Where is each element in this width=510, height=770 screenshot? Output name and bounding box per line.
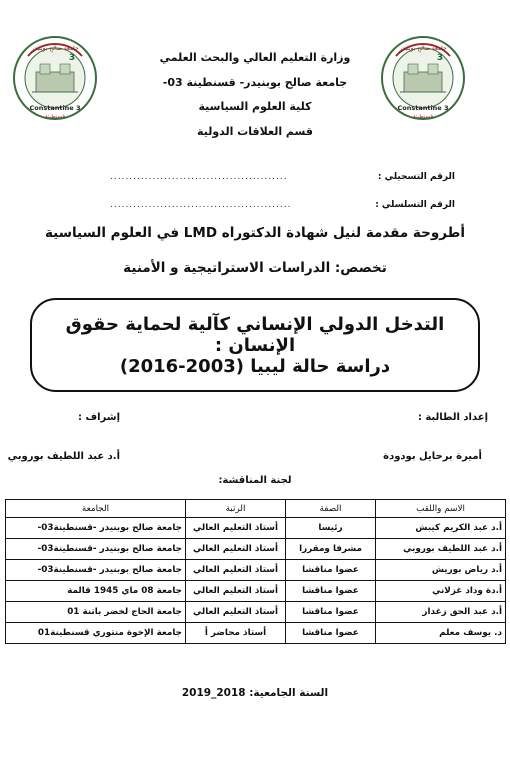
table-row bbox=[6, 539, 506, 560]
supervisor-name: أ.د عبد اللطيف بوروبي bbox=[7, 451, 120, 462]
academic-year-label: السنة الجامعية: bbox=[249, 687, 329, 699]
jury-rank: أستاذ التعليم العالي bbox=[186, 518, 286, 539]
jury-role: عضوا مناقشا bbox=[286, 602, 376, 623]
jury-university: جامعة الحاج لخضر باتنة 01 bbox=[6, 602, 186, 623]
table-row bbox=[6, 581, 506, 602]
serial-value: ............................................... bbox=[110, 200, 292, 210]
jury-name: أ.د عبد الحق زغدار bbox=[376, 602, 506, 623]
prepared-by-label: إعداد الطالبة : bbox=[417, 412, 488, 423]
serial-label: الرقم التسلسلي : bbox=[375, 200, 455, 210]
logo-number: 3 bbox=[436, 53, 444, 63]
logo-top-text: جامعة صالح بوبنيدر bbox=[399, 45, 447, 52]
academic-year bbox=[0, 687, 510, 699]
jury-name: أ.دة وداد غزلاني bbox=[376, 581, 506, 602]
jury-name: أ.د عبد الكريم كيبش bbox=[376, 518, 506, 539]
col-header-university: الجامعة bbox=[6, 500, 186, 518]
jury-rank: أستاذ التعليم العالي bbox=[186, 539, 286, 560]
table-row bbox=[6, 560, 506, 581]
col-header-role: الصفة bbox=[286, 500, 376, 518]
jury-university: جامعة صالح بوبنيدر -قسنطينة03- bbox=[6, 539, 186, 560]
logo-city-ar: قسنطينة bbox=[413, 114, 433, 120]
thesis-title-box bbox=[30, 298, 480, 392]
university-logo-left bbox=[12, 34, 98, 122]
specialty-line: تخصص: الدراسات الاستراتيجية و الأمنية bbox=[123, 260, 387, 276]
jury-role: عضوا مناقشا bbox=[286, 581, 376, 602]
jury-rank: أستاذ التعليم العالي bbox=[186, 602, 286, 623]
jury-role: رئيسا bbox=[286, 518, 376, 539]
col-header-name: الاسم واللقب bbox=[376, 500, 506, 518]
jury-role: مشرفا ومقررا bbox=[286, 539, 376, 560]
supervisor-label: إشراف : bbox=[77, 412, 120, 423]
thesis-title-line1: التدخل الدولي الإنساني كآلية لحماية حقوق الإنسان : bbox=[65, 314, 445, 356]
jury-university: جامعة 08 ماي 1945 قالمة bbox=[6, 581, 186, 602]
table-row bbox=[6, 623, 506, 644]
logo-city-text: Constantine 3 bbox=[397, 104, 449, 112]
registration-value: .............................................. bbox=[110, 172, 288, 182]
jury-name: د. يوسف معلم bbox=[376, 623, 506, 644]
jury-university: جامعة صالح بوبنيدر -قسنطينة03- bbox=[6, 518, 186, 539]
jury-name: أ.د عبد اللطيف بوروبي bbox=[376, 539, 506, 560]
student-name: أميرة برحايل بودودة bbox=[383, 451, 482, 462]
thesis-description: أطروحة مقدمة لنيل شهادة الدكتوراه LMD في العلوم السياسية bbox=[45, 225, 465, 241]
jury-rank: أستاذ محاضر أ bbox=[186, 623, 286, 644]
serial-number bbox=[110, 200, 455, 210]
department-name: قسم العلاقات الدولية bbox=[197, 124, 313, 138]
thesis-title-line2: دراسة حالة ليبيا (2003-2016) bbox=[119, 356, 391, 377]
jury-name: أ.د رياض بوريش bbox=[376, 560, 506, 581]
jury-rank: أستاذ التعليم العالي bbox=[186, 560, 286, 581]
table-row bbox=[6, 518, 506, 539]
jury-university: جامعة صالح بوبنيدر -قسنطينة03- bbox=[6, 560, 186, 581]
faculty-name: كلية العلوم السياسية bbox=[198, 100, 312, 113]
logo-number: 3 bbox=[68, 53, 76, 63]
jury-header-row bbox=[6, 500, 506, 518]
registration-label: الرقم التسجيلي : bbox=[377, 172, 455, 182]
logo-city-text: Constantine 3 bbox=[29, 104, 81, 112]
university-logo-right bbox=[380, 34, 466, 122]
table-row bbox=[6, 602, 506, 623]
col-header-rank: الرتبة bbox=[186, 500, 286, 518]
jury-role: عضوا مناقشا bbox=[286, 560, 376, 581]
registration-number bbox=[110, 172, 455, 182]
logo-city-ar: قسنطينة bbox=[45, 114, 65, 120]
academic-year-value: 2019_2018 bbox=[181, 687, 246, 699]
jury-rank: أستاذ التعليم العالي bbox=[186, 581, 286, 602]
university-name: جامعة صالح بوبنيدر- قسنطينة 03- bbox=[162, 75, 348, 89]
logo-top-text: جامعة صالح بوبنيدر bbox=[31, 45, 79, 52]
jury-university: جامعة الإخوة منتوري قسنطينة01 bbox=[6, 623, 186, 644]
jury-role: عضوا مناقشا bbox=[286, 623, 376, 644]
jury-table bbox=[5, 499, 506, 644]
institution-header bbox=[150, 46, 360, 144]
committee-label: لجنة المناقشة: bbox=[218, 475, 292, 486]
ministry-name: وزارة التعليم العالي والبحث العلمي bbox=[159, 51, 351, 64]
